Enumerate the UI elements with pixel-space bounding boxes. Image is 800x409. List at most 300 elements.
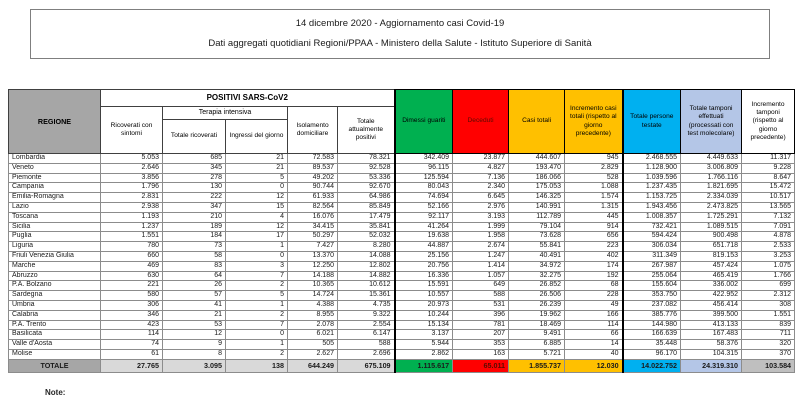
cell-incremento-tamponi: 8.647 xyxy=(742,173,795,183)
cell-totale-ricoverati: 8 xyxy=(163,349,226,359)
cell-ingressi-del-giorno: 0 xyxy=(226,251,288,261)
region-name: Calabria xyxy=(9,310,101,320)
cell-dimessi-guariti: 3.137 xyxy=(395,330,453,340)
cell-totale-attualmente-positivi: 10.612 xyxy=(338,281,395,291)
cell-totale-persone-testate: 1.153.725 xyxy=(623,193,681,203)
region-name: P.A. Trento xyxy=(9,320,101,330)
cell-incremento-casi-totali: 192 xyxy=(565,271,623,281)
cell-totale-ricoverati: 9 xyxy=(163,340,226,350)
cell-ingressi-del-giorno: 12 xyxy=(226,193,288,203)
cell-deceduti: 207 xyxy=(453,330,509,340)
cell-totale-tamponi-effettuati: 413.133 xyxy=(681,320,742,330)
cell-casi-totali: 73.628 xyxy=(509,232,565,242)
cell-totale-tamponi-effettuati: 1.089.515 xyxy=(681,222,742,232)
cell-incremento-tamponi: 711 xyxy=(742,330,795,340)
cell-totale-attualmente-positivi: 92.528 xyxy=(338,163,395,173)
cell-totale-ricoverati: 189 xyxy=(163,222,226,232)
cell-deceduti: 1.958 xyxy=(453,232,509,242)
col-header-deceduti: Deceduti xyxy=(453,90,509,154)
cell-ingressi-del-giorno: 21 xyxy=(226,154,288,164)
cell-isolamento-domiciliare: 7.427 xyxy=(288,242,338,252)
table-row xyxy=(9,154,795,164)
cell-totale-tamponi-effettuati: 819.153 xyxy=(681,251,742,261)
cell-deceduti: 588 xyxy=(453,291,509,301)
cell-ricoverati-con-sintomi: 660 xyxy=(101,251,163,261)
cell-incremento-casi-totali: 49 xyxy=(565,300,623,310)
cell-totale-attualmente-positivi: 8.280 xyxy=(338,242,395,252)
cell-dimessi-guariti: 19.638 xyxy=(395,232,453,242)
cell-totale-tamponi-effettuati: 1.725.291 xyxy=(681,212,742,222)
table-row xyxy=(9,310,795,320)
cell-deceduti: 6.645 xyxy=(453,193,509,203)
cell-ricoverati-con-sintomi: 61 xyxy=(101,349,163,359)
totale-persone-testate: 14.022.752 xyxy=(623,359,681,372)
cell-incremento-casi-totali: 1.315 xyxy=(565,202,623,212)
table-row xyxy=(9,242,795,252)
cell-totale-attualmente-positivi: 53.336 xyxy=(338,173,395,183)
cell-totale-ricoverati: 222 xyxy=(163,193,226,203)
cell-totale-ricoverati: 83 xyxy=(163,261,226,271)
cell-totale-attualmente-positivi: 6.147 xyxy=(338,330,395,340)
cell-incremento-casi-totali: 223 xyxy=(565,242,623,252)
cell-totale-tamponi-effettuati: 2.473.825 xyxy=(681,202,742,212)
table-row xyxy=(9,212,795,222)
cell-casi-totali: 40.491 xyxy=(509,251,565,261)
col-header-casi-totali: Casi totali xyxy=(509,90,565,154)
cell-incremento-tamponi: 2.533 xyxy=(742,242,795,252)
cell-totale-attualmente-positivi: 2.554 xyxy=(338,320,395,330)
cell-incremento-casi-totali: 68 xyxy=(565,281,623,291)
cell-incremento-tamponi: 7.091 xyxy=(742,222,795,232)
cell-dimessi-guariti: 41.264 xyxy=(395,222,453,232)
cell-ricoverati-con-sintomi: 469 xyxy=(101,261,163,271)
cell-dimessi-guariti: 10.244 xyxy=(395,310,453,320)
cell-totale-persone-testate: 35.448 xyxy=(623,340,681,350)
cell-dimessi-guariti: 25.156 xyxy=(395,251,453,261)
cell-deceduti: 4.827 xyxy=(453,163,509,173)
totale-label: TOTALE xyxy=(9,359,101,372)
cell-casi-totali: 79.104 xyxy=(509,222,565,232)
col-header-incremento-casi-totali: Incremento casi totali (rispetto al giorno precedente) xyxy=(565,90,623,154)
cell-totale-tamponi-effettuati: 336.002 xyxy=(681,281,742,291)
cell-incremento-casi-totali: 66 xyxy=(565,330,623,340)
table-row xyxy=(9,193,795,203)
region-name: Campania xyxy=(9,183,101,193)
cell-deceduti: 7.136 xyxy=(453,173,509,183)
cell-totale-attualmente-positivi: 9.322 xyxy=(338,310,395,320)
cell-ricoverati-con-sintomi: 780 xyxy=(101,242,163,252)
region-name: Liguria xyxy=(9,242,101,252)
cell-dimessi-guariti: 15.134 xyxy=(395,320,453,330)
region-name: P.A. Bolzano xyxy=(9,281,101,291)
cell-dimessi-guariti: 92.117 xyxy=(395,212,453,222)
cell-totale-ricoverati: 21 xyxy=(163,310,226,320)
cell-totale-persone-testate: 1.943.456 xyxy=(623,202,681,212)
region-name: Umbria xyxy=(9,300,101,310)
cell-ricoverati-con-sintomi: 1.193 xyxy=(101,212,163,222)
cell-dimessi-guariti: 10.557 xyxy=(395,291,453,301)
cell-totale-attualmente-positivi: 35.841 xyxy=(338,222,395,232)
cell-totale-tamponi-effettuati: 456.414 xyxy=(681,300,742,310)
totale-isolamento-domiciliare: 644.249 xyxy=(288,359,338,372)
cell-totale-ricoverati: 41 xyxy=(163,300,226,310)
region-name: Marche xyxy=(9,261,101,271)
cell-totale-persone-testate: 155.604 xyxy=(623,281,681,291)
cell-incremento-tamponi: 4.878 xyxy=(742,232,795,242)
cell-incremento-tamponi: 9.228 xyxy=(742,163,795,173)
cell-totale-tamponi-effettuati: 167.483 xyxy=(681,330,742,340)
cell-ricoverati-con-sintomi: 1.237 xyxy=(101,222,163,232)
table-row xyxy=(9,163,795,173)
cell-ingressi-del-giorno: 21 xyxy=(226,163,288,173)
cell-totale-tamponi-effettuati: 2.334.039 xyxy=(681,193,742,203)
cell-ingressi-del-giorno: 2 xyxy=(226,310,288,320)
cell-totale-ricoverati: 73 xyxy=(163,242,226,252)
cell-totale-tamponi-effettuati: 4.449.633 xyxy=(681,154,742,164)
table-row xyxy=(9,291,795,301)
region-name: Abruzzo xyxy=(9,271,101,281)
cell-isolamento-domiciliare: 72.583 xyxy=(288,154,338,164)
cell-incremento-casi-totali: 445 xyxy=(565,212,623,222)
cell-dimessi-guariti: 80.043 xyxy=(395,183,453,193)
cell-dimessi-guariti: 125.594 xyxy=(395,173,453,183)
cell-isolamento-domiciliare: 61.933 xyxy=(288,193,338,203)
totale-row xyxy=(9,359,795,372)
cell-totale-tamponi-effettuati: 399.500 xyxy=(681,310,742,320)
cell-ricoverati-con-sintomi: 2.938 xyxy=(101,202,163,212)
cell-incremento-casi-totali: 1.088 xyxy=(565,183,623,193)
cell-totale-attualmente-positivi: 15.361 xyxy=(338,291,395,301)
cell-totale-persone-testate: 1.237.435 xyxy=(623,183,681,193)
table-row xyxy=(9,340,795,350)
cell-dimessi-guariti: 20.756 xyxy=(395,261,453,271)
table-row xyxy=(9,222,795,232)
cell-totale-ricoverati: 685 xyxy=(163,154,226,164)
cell-totale-tamponi-effettuati: 457.424 xyxy=(681,261,742,271)
cell-isolamento-domiciliare: 34.415 xyxy=(288,222,338,232)
cell-totale-ricoverati: 53 xyxy=(163,320,226,330)
cell-ricoverati-con-sintomi: 74 xyxy=(101,340,163,350)
cell-ingressi-del-giorno: 5 xyxy=(226,291,288,301)
cell-deceduti: 649 xyxy=(453,281,509,291)
col-header-regione: REGIONE xyxy=(9,90,101,154)
table-row xyxy=(9,320,795,330)
cell-isolamento-domiciliare: 2.078 xyxy=(288,320,338,330)
region-name: Lazio xyxy=(9,202,101,212)
cell-totale-attualmente-positivi: 14.882 xyxy=(338,271,395,281)
cell-casi-totali: 19.962 xyxy=(509,310,565,320)
cell-dimessi-guariti: 96.115 xyxy=(395,163,453,173)
cell-ingressi-del-giorno: 0 xyxy=(226,330,288,340)
cell-totale-ricoverati: 210 xyxy=(163,212,226,222)
report-subtitle: Dati aggregati quotidiani Regioni/PPAA - Ministero della Salute - Istituto Superiore di Sanità xyxy=(208,38,592,49)
region-name: Lombardia xyxy=(9,154,101,164)
cell-ricoverati-con-sintomi: 3.856 xyxy=(101,173,163,183)
cell-incremento-tamponi: 2.312 xyxy=(742,291,795,301)
cell-totale-ricoverati: 184 xyxy=(163,232,226,242)
cell-incremento-casi-totali: 914 xyxy=(565,222,623,232)
cell-dimessi-guariti: 52.166 xyxy=(395,202,453,212)
totale-tamponi-effettuati: 24.319.310 xyxy=(681,359,742,372)
cell-dimessi-guariti: 16.336 xyxy=(395,271,453,281)
cell-isolamento-domiciliare: 16.076 xyxy=(288,212,338,222)
cell-ricoverati-con-sintomi: 114 xyxy=(101,330,163,340)
cell-isolamento-domiciliare: 505 xyxy=(288,340,338,350)
cell-casi-totali: 18.469 xyxy=(509,320,565,330)
cell-totale-tamponi-effettuati: 465.419 xyxy=(681,271,742,281)
col-header-incremento-tamponi: Incremento tamponi (rispetto al giorno precedente) xyxy=(742,90,795,154)
cell-incremento-casi-totali: 656 xyxy=(565,232,623,242)
cell-casi-totali: 26.239 xyxy=(509,300,565,310)
cell-incremento-casi-totali: 228 xyxy=(565,291,623,301)
cell-totale-ricoverati: 347 xyxy=(163,202,226,212)
cell-isolamento-domiciliare: 13.370 xyxy=(288,251,338,261)
cell-totale-tamponi-effettuati: 3.006.809 xyxy=(681,163,742,173)
table-row xyxy=(9,251,795,261)
cell-isolamento-domiciliare: 82.564 xyxy=(288,202,338,212)
cell-isolamento-domiciliare: 4.388 xyxy=(288,300,338,310)
cell-totale-persone-testate: 1.008.357 xyxy=(623,212,681,222)
cell-casi-totali: 444.607 xyxy=(509,154,565,164)
cell-dimessi-guariti: 2.862 xyxy=(395,349,453,359)
cell-isolamento-domiciliare: 14.724 xyxy=(288,291,338,301)
cell-totale-persone-testate: 2.468.555 xyxy=(623,154,681,164)
region-name: Emilia-Romagna xyxy=(9,193,101,203)
cell-totale-attualmente-positivi: 92.670 xyxy=(338,183,395,193)
cell-incremento-tamponi: 10.517 xyxy=(742,193,795,203)
cell-ricoverati-con-sintomi: 580 xyxy=(101,291,163,301)
region-name: Piemonte xyxy=(9,173,101,183)
totale-ricoverati-con-sintomi: 27.765 xyxy=(101,359,163,372)
cell-isolamento-domiciliare: 14.188 xyxy=(288,271,338,281)
cell-isolamento-domiciliare: 90.744 xyxy=(288,183,338,193)
col-group-terapia-intensiva: Terapia intensiva xyxy=(163,107,288,120)
cell-ricoverati-con-sintomi: 346 xyxy=(101,310,163,320)
cell-totale-attualmente-positivi: 64.986 xyxy=(338,193,395,203)
cell-incremento-tamponi: 1.551 xyxy=(742,310,795,320)
cell-deceduti: 1.247 xyxy=(453,251,509,261)
cell-isolamento-domiciliare: 6.021 xyxy=(288,330,338,340)
cell-incremento-tamponi: 308 xyxy=(742,300,795,310)
cell-incremento-casi-totali: 945 xyxy=(565,154,623,164)
cell-ingressi-del-giorno: 3 xyxy=(226,261,288,271)
cell-incremento-casi-totali: 40 xyxy=(565,349,623,359)
col-header-totale-ricoverati: Totale ricoverati xyxy=(163,120,226,154)
cell-casi-totali: 112.789 xyxy=(509,212,565,222)
cell-totale-ricoverati: 58 xyxy=(163,251,226,261)
cell-casi-totali: 9.491 xyxy=(509,330,565,340)
cell-isolamento-domiciliare: 12.250 xyxy=(288,261,338,271)
region-name: Valle d'Aosta xyxy=(9,340,101,350)
cell-totale-persone-testate: 144.980 xyxy=(623,320,681,330)
cell-casi-totali: 26.506 xyxy=(509,291,565,301)
cell-incremento-tamponi: 320 xyxy=(742,340,795,350)
table-row xyxy=(9,232,795,242)
cell-incremento-tamponi: 1.075 xyxy=(742,261,795,271)
cell-casi-totali: 5.721 xyxy=(509,349,565,359)
report-header xyxy=(30,9,770,59)
region-name: Puglia xyxy=(9,232,101,242)
cell-deceduti: 781 xyxy=(453,320,509,330)
cell-ingressi-del-giorno: 2 xyxy=(226,281,288,291)
cell-totale-persone-testate: 306.034 xyxy=(623,242,681,252)
cell-ricoverati-con-sintomi: 221 xyxy=(101,281,163,291)
table-row xyxy=(9,349,795,359)
cell-totale-ricoverati: 26 xyxy=(163,281,226,291)
cell-ricoverati-con-sintomi: 1.551 xyxy=(101,232,163,242)
cell-casi-totali: 6.885 xyxy=(509,340,565,350)
cell-ingressi-del-giorno: 1 xyxy=(226,340,288,350)
cell-casi-totali: 26.852 xyxy=(509,281,565,291)
cell-deceduti: 1.057 xyxy=(453,271,509,281)
cell-totale-ricoverati: 64 xyxy=(163,271,226,281)
cell-ingressi-del-giorno: 7 xyxy=(226,271,288,281)
cell-ingressi-del-giorno: 15 xyxy=(226,202,288,212)
cell-dimessi-guariti: 74.694 xyxy=(395,193,453,203)
cell-totale-tamponi-effettuati: 651.718 xyxy=(681,242,742,252)
report-title: 14 dicembre 2020 - Aggiornamento casi Covid-19 xyxy=(295,18,505,29)
cell-incremento-casi-totali: 174 xyxy=(565,261,623,271)
col-header-totale-persone-testate: Totale persone testate xyxy=(623,90,681,154)
cell-ricoverati-con-sintomi: 423 xyxy=(101,320,163,330)
cell-totale-persone-testate: 385.776 xyxy=(623,310,681,320)
cell-totale-persone-testate: 594.424 xyxy=(623,232,681,242)
cell-casi-totali: 140.991 xyxy=(509,202,565,212)
cell-ricoverati-con-sintomi: 1.796 xyxy=(101,183,163,193)
cell-ingressi-del-giorno: 1 xyxy=(226,300,288,310)
cell-totale-attualmente-positivi: 78.321 xyxy=(338,154,395,164)
cell-deceduti: 396 xyxy=(453,310,509,320)
cell-totale-ricoverati: 278 xyxy=(163,173,226,183)
cell-incremento-tamponi: 839 xyxy=(742,320,795,330)
cell-dimessi-guariti: 15.591 xyxy=(395,281,453,291)
cell-ricoverati-con-sintomi: 630 xyxy=(101,271,163,281)
col-group-positivi-sars-cov2: POSITIVI SARS-CoV2 xyxy=(101,90,395,107)
cell-incremento-tamponi: 370 xyxy=(742,349,795,359)
cell-isolamento-domiciliare: 8.955 xyxy=(288,310,338,320)
cell-incremento-casi-totali: 1.574 xyxy=(565,193,623,203)
cell-casi-totali: 32.275 xyxy=(509,271,565,281)
cell-deceduti: 2.340 xyxy=(453,183,509,193)
cell-deceduti: 531 xyxy=(453,300,509,310)
cell-isolamento-domiciliare: 2.627 xyxy=(288,349,338,359)
region-name: Basilicata xyxy=(9,330,101,340)
cell-deceduti: 2.976 xyxy=(453,202,509,212)
cell-totale-attualmente-positivi: 2.696 xyxy=(338,349,395,359)
table-row xyxy=(9,202,795,212)
totale-deceduti: 65.011 xyxy=(453,359,509,372)
col-header-isolamento-domiciliare: Isolamento domiciliare xyxy=(288,107,338,154)
cell-ingressi-del-giorno: 2 xyxy=(226,349,288,359)
cell-totale-attualmente-positivi: 12.802 xyxy=(338,261,395,271)
cell-dimessi-guariti: 342.409 xyxy=(395,154,453,164)
totale-ingressi-del-giorno: 138 xyxy=(226,359,288,372)
totale-totale-ricoverati: 3.095 xyxy=(163,359,226,372)
table-row xyxy=(9,281,795,291)
table-row xyxy=(9,183,795,193)
table-row xyxy=(9,271,795,281)
cell-incremento-tamponi: 11.317 xyxy=(742,154,795,164)
cell-ingressi-del-giorno: 7 xyxy=(226,320,288,330)
cell-totale-persone-testate: 96.170 xyxy=(623,349,681,359)
cell-deceduti: 1.414 xyxy=(453,261,509,271)
col-header-totale-tamponi: Totale tamponi effettuati (processati con test molecolare) xyxy=(681,90,742,154)
col-header-ricoverati-con-sintomi: Ricoverati con sintomi xyxy=(101,107,163,154)
cell-deceduti: 1.999 xyxy=(453,222,509,232)
cell-isolamento-domiciliare: 10.365 xyxy=(288,281,338,291)
cell-totale-persone-testate: 353.750 xyxy=(623,291,681,301)
region-name: Molise xyxy=(9,349,101,359)
cell-totale-tamponi-effettuati: 422.952 xyxy=(681,291,742,301)
cell-incremento-tamponi: 699 xyxy=(742,281,795,291)
cell-deceduti: 3.193 xyxy=(453,212,509,222)
cell-ingressi-del-giorno: 0 xyxy=(226,183,288,193)
cell-ingressi-del-giorno: 17 xyxy=(226,232,288,242)
cell-deceduti: 23.877 xyxy=(453,154,509,164)
cell-totale-attualmente-positivi: 14.088 xyxy=(338,251,395,261)
cell-incremento-casi-totali: 2.829 xyxy=(565,163,623,173)
cell-casi-totali: 193.470 xyxy=(509,163,565,173)
cell-deceduti: 353 xyxy=(453,340,509,350)
cell-totale-attualmente-positivi: 588 xyxy=(338,340,395,350)
cell-totale-tamponi-effettuati: 900.498 xyxy=(681,232,742,242)
totale-incremento-casi-totali: 12.030 xyxy=(565,359,623,372)
totale-incremento-tamponi: 103.584 xyxy=(742,359,795,372)
cell-ricoverati-con-sintomi: 306 xyxy=(101,300,163,310)
cell-totale-ricoverati: 12 xyxy=(163,330,226,340)
cell-totale-tamponi-effettuati: 104.315 xyxy=(681,349,742,359)
cell-incremento-casi-totali: 166 xyxy=(565,310,623,320)
cell-totale-attualmente-positivi: 17.479 xyxy=(338,212,395,222)
cell-dimessi-guariti: 5.944 xyxy=(395,340,453,350)
cell-totale-ricoverati: 345 xyxy=(163,163,226,173)
cell-totale-persone-testate: 311.349 xyxy=(623,251,681,261)
cell-incremento-tamponi: 13.565 xyxy=(742,202,795,212)
region-name: Friuli Venezia Giulia xyxy=(9,251,101,261)
cell-ricoverati-con-sintomi: 2.646 xyxy=(101,163,163,173)
cell-casi-totali: 186.066 xyxy=(509,173,565,183)
cell-totale-persone-testate: 1.128.900 xyxy=(623,163,681,173)
cell-incremento-casi-totali: 114 xyxy=(565,320,623,330)
region-name: Veneto xyxy=(9,163,101,173)
totale-dimessi-guariti: 1.115.617 xyxy=(395,359,453,372)
cell-casi-totali: 55.841 xyxy=(509,242,565,252)
cell-casi-totali: 146.325 xyxy=(509,193,565,203)
table-row xyxy=(9,173,795,183)
cell-casi-totali: 34.972 xyxy=(509,261,565,271)
cell-totale-attualmente-positivi: 4.735 xyxy=(338,300,395,310)
cell-totale-persone-testate: 237.082 xyxy=(623,300,681,310)
cell-incremento-casi-totali: 402 xyxy=(565,251,623,261)
table-row xyxy=(9,261,795,271)
cell-isolamento-domiciliare: 49.202 xyxy=(288,173,338,183)
covid-data-table xyxy=(8,89,795,373)
cell-dimessi-guariti: 20.973 xyxy=(395,300,453,310)
cell-totale-ricoverati: 130 xyxy=(163,183,226,193)
cell-ingressi-del-giorno: 4 xyxy=(226,212,288,222)
cell-incremento-casi-totali: 528 xyxy=(565,173,623,183)
cell-deceduti: 163 xyxy=(453,349,509,359)
cell-ingressi-del-giorno: 1 xyxy=(226,242,288,252)
cell-incremento-tamponi: 3.253 xyxy=(742,251,795,261)
cell-ricoverati-con-sintomi: 5.053 xyxy=(101,154,163,164)
region-name: Toscana xyxy=(9,212,101,222)
cell-incremento-tamponi: 1.766 xyxy=(742,271,795,281)
region-name: Sicilia xyxy=(9,222,101,232)
cell-ricoverati-con-sintomi: 2.831 xyxy=(101,193,163,203)
cell-totale-persone-testate: 267.987 xyxy=(623,261,681,271)
cell-totale-attualmente-positivi: 52.032 xyxy=(338,232,395,242)
